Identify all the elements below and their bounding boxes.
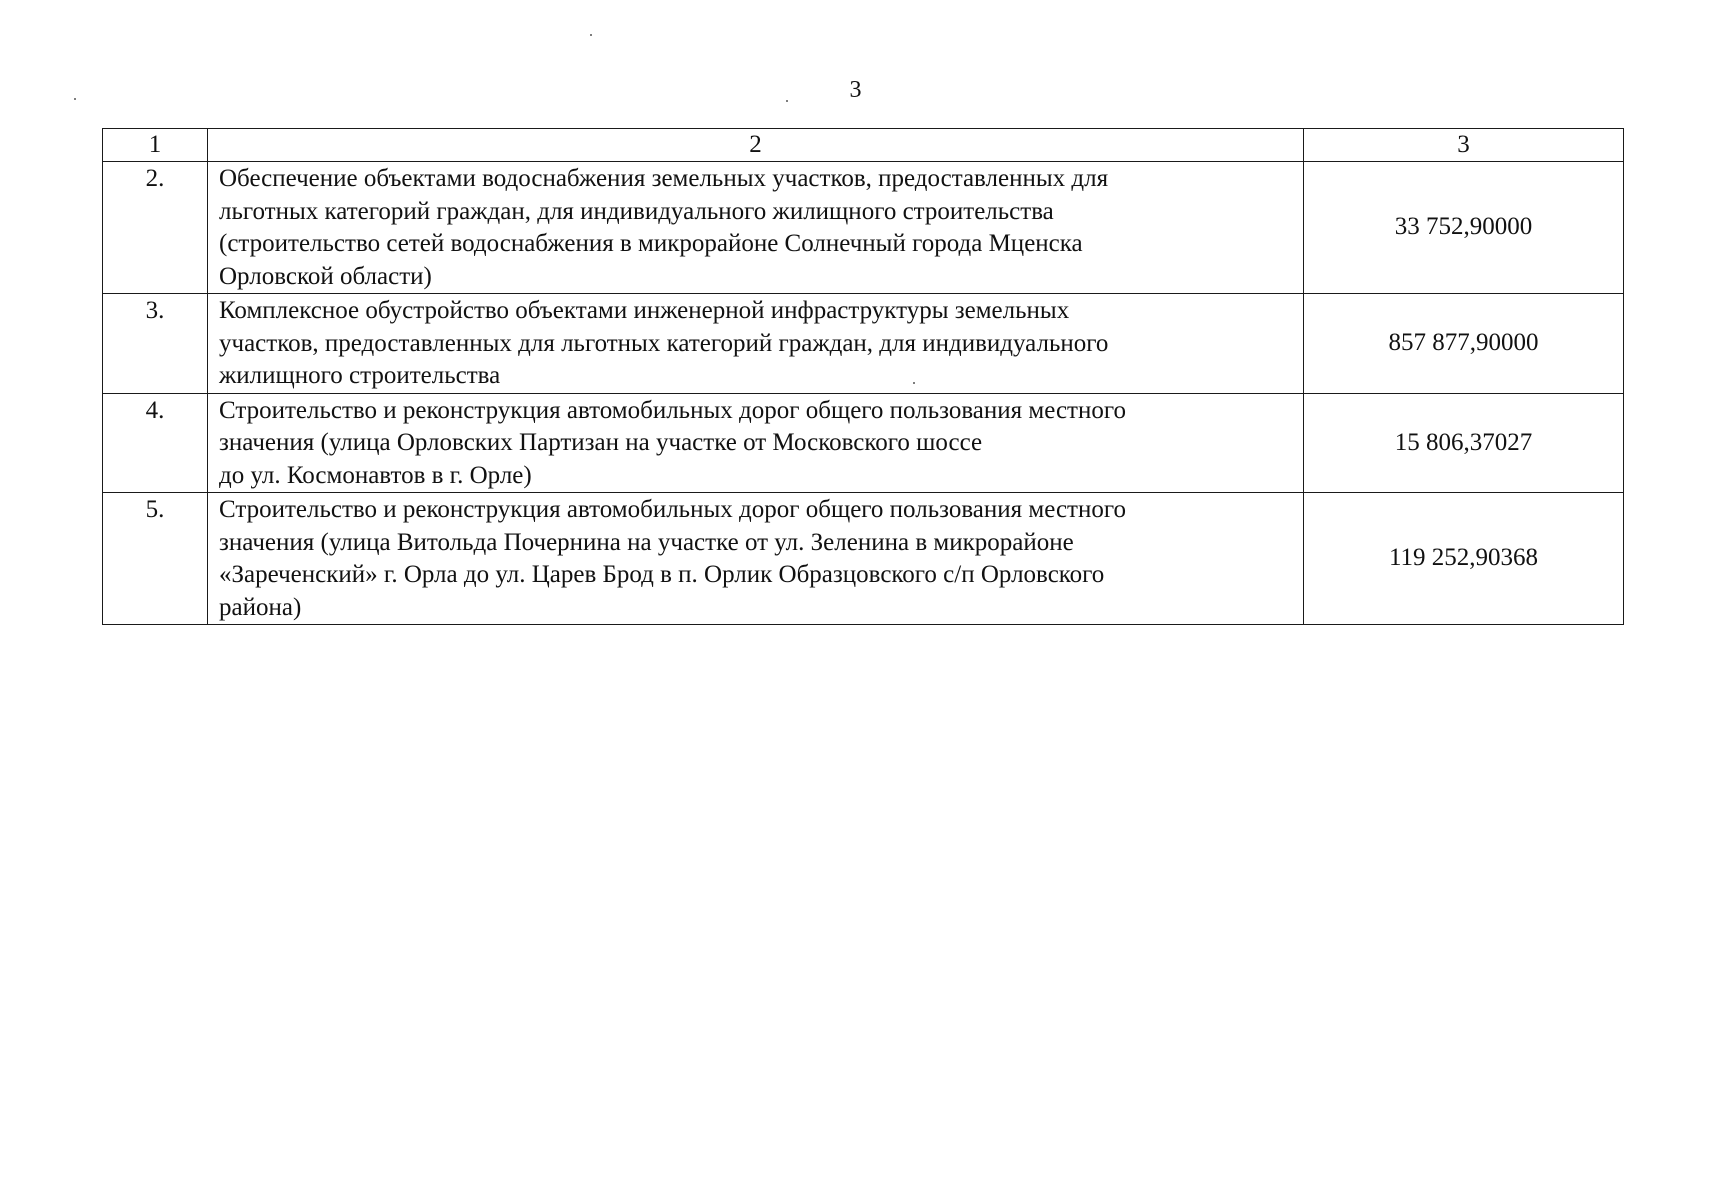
- description-line: Комплексное обустройство объектами инженерной инфраструктуры земельных: [219, 297, 1070, 324]
- description-line: участков, предоставленных для льготных категорий граждан, для индивидуального: [219, 329, 1109, 357]
- scan-speck: [74, 98, 76, 100]
- row-number: 4.: [103, 393, 208, 493]
- table-header-row: [103, 129, 1624, 162]
- header-cell-3: 3: [1304, 129, 1624, 162]
- scan-speck: [590, 34, 592, 36]
- description-line: Орловской области): [219, 262, 432, 290]
- description-line: Строительство и реконструкция автомобильных дорог общего пользования местного: [219, 396, 1126, 424]
- table-row: [103, 393, 1624, 493]
- description-line: жилищного строительства: [219, 362, 501, 389]
- page-number: 3: [849, 77, 862, 103]
- row-description: [208, 393, 1304, 493]
- row-amount: 857 877,90000: [1304, 294, 1624, 394]
- description-line: значения (улица Орловских Партизан на участке от Московского шоссе: [219, 429, 983, 456]
- row-description: [208, 294, 1304, 394]
- description-line: района): [219, 593, 302, 621]
- row-number: 3.: [103, 294, 208, 394]
- row-description: [208, 493, 1304, 625]
- description-line: Обеспечение объектами водоснабжения земельных участков, предоставленных для: [219, 165, 1109, 192]
- row-description: [208, 162, 1304, 294]
- description-line: до ул. Космонавтов в г. Орле): [219, 461, 532, 489]
- description-line: Строительство и реконструкция автомобильных дорог общего пользования местного: [219, 496, 1126, 523]
- description-line: льготных категорий граждан, для индивидуального жилищного строительства: [219, 197, 1054, 225]
- table-row: [103, 294, 1624, 394]
- header-cell-2: 2: [208, 129, 1304, 162]
- description-line: (строительство сетей водоснабжения в микрорайоне Солнечный города Мценска: [219, 230, 1083, 257]
- row-number: 5.: [103, 493, 208, 625]
- row-amount: 33 752,90000: [1304, 162, 1624, 294]
- description-line: «Зареченский» г. Орла до ул. Царев Брод в п. Орлик Образцовского с/п Орловского: [219, 561, 1105, 588]
- table-row: [103, 493, 1624, 625]
- scan-speck: [786, 100, 788, 102]
- data-table: [102, 128, 1624, 625]
- table-row: [103, 162, 1624, 294]
- header-cell-1: 1: [103, 129, 208, 162]
- description-line: значения (улица Витольда Почернина на участке от ул. Зеленина в микрорайоне: [219, 528, 1074, 556]
- row-number: 2.: [103, 162, 208, 294]
- row-amount: 119 252,90368: [1304, 493, 1624, 625]
- row-amount: 15 806,37027: [1304, 393, 1624, 493]
